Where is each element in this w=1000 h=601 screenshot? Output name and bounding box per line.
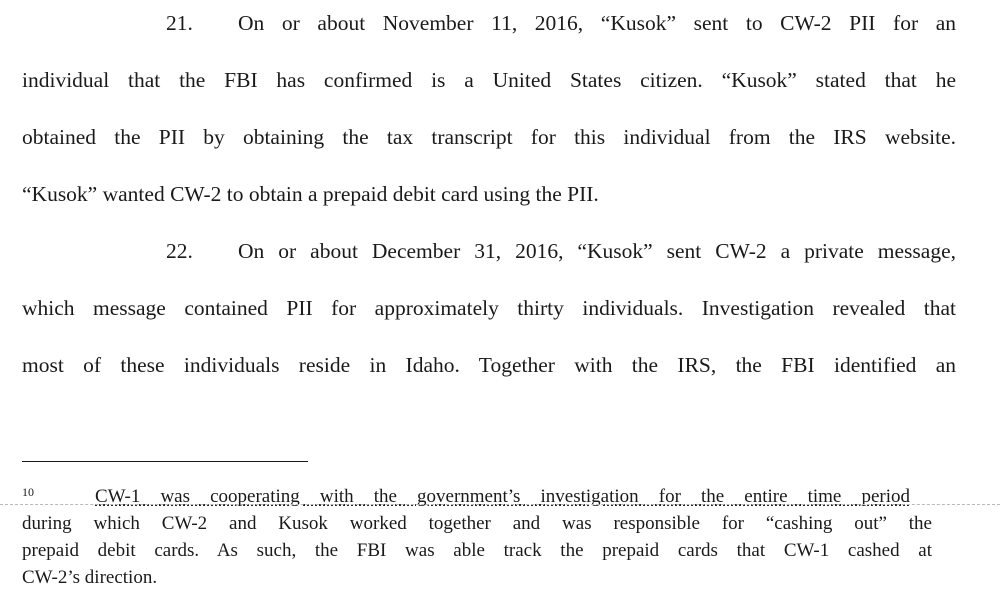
paragraph-22-line-2: which message contained PII for approximately thirty individuals. Investigation revealed that xyxy=(22,296,956,320)
footnote-line-1: CW-1 was cooperating with the government’s investigation for the entire time period xyxy=(95,486,910,507)
paragraph-number-21: 21. xyxy=(166,11,193,35)
paragraph-21-line-3: obtained the PII by obtaining the tax transcript for this individual from the IRS website. xyxy=(22,125,956,149)
footnote-line-4: CW-2’s direction. xyxy=(22,567,158,588)
footnote-marker: 10 xyxy=(22,485,34,499)
paragraph-21-text-1: On or about November 11, 2016, “Kusok” sent to CW-2 PII for an xyxy=(238,11,956,35)
scan-artifact-line xyxy=(0,504,1000,505)
paragraph-21-line-1 xyxy=(166,10,956,36)
paragraph-22-line-3: most of these individuals reside in Idaho. Together with the IRS, the FBI identified an xyxy=(22,353,956,377)
footnote-separator xyxy=(22,461,308,462)
paragraph-22-line-1 xyxy=(166,238,956,264)
footnote-line-3: prepaid debit cards. As such, the FBI was able track the prepaid cards that CW-1 cashed at xyxy=(22,540,932,561)
footnote-line-2: during which CW-2 and Kusok worked together and was responsible for “cashing out” the xyxy=(22,513,932,534)
paragraph-21-line-2: individual that the FBI has confirmed is a United States citizen. “Kusok” stated that he xyxy=(22,68,956,92)
paragraph-number-22: 22. xyxy=(166,239,193,263)
paragraph-22-text-1: On or about December 31, 2016, “Kusok” sent CW-2 a private message, xyxy=(238,239,956,263)
paragraph-21-line-4: “Kusok” wanted CW-2 to obtain a prepaid debit card using the PII. xyxy=(22,182,599,206)
